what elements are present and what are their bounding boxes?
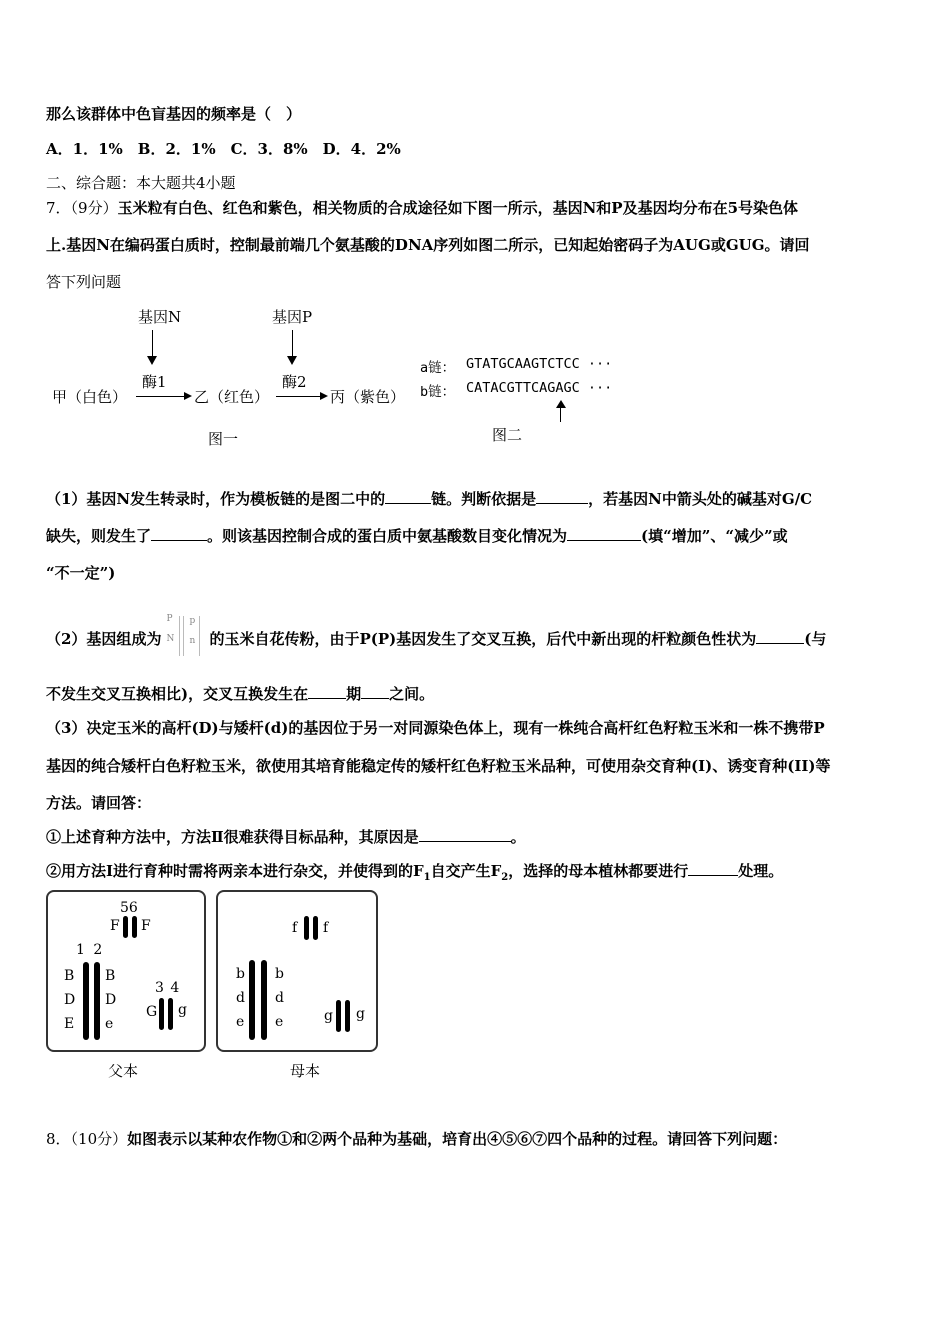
answer-blank[interactable] bbox=[308, 684, 346, 699]
jia-white-label: 甲（白色） bbox=[52, 388, 128, 406]
allele-D: D bbox=[105, 992, 117, 1008]
genotype-image: P N p n bbox=[163, 622, 207, 658]
mother-chromosome-box bbox=[216, 890, 378, 1052]
q7-number: 7． bbox=[46, 199, 71, 217]
chromosome-numbers-12: 1 2 bbox=[76, 942, 105, 958]
p2-text-b: 的玉米自花传粉，由于P(P)基因发生了交叉互换，后代中新出现的杆粒颜色性状为 bbox=[209, 630, 757, 648]
p2-text-d: 不发生交叉互换相比)，交叉互换发生在 bbox=[46, 685, 309, 703]
up-arrow-icon bbox=[556, 400, 566, 408]
p2-text-e: 期 bbox=[346, 685, 362, 703]
answer-blank[interactable] bbox=[536, 489, 588, 504]
answer-blank[interactable] bbox=[567, 526, 641, 541]
allele-B: B bbox=[64, 968, 75, 984]
enzyme-2-label: 酶2 bbox=[282, 373, 307, 391]
p1-text-e: 。则该基因控制合成的蛋白质中氨基酸数目变化情况为 bbox=[207, 527, 568, 545]
p1-text-c: ，若基因N中箭头处的碱基对G/C bbox=[588, 490, 813, 508]
q7-intro-2: 上.基因N在编码蛋白质时，控制最前端几个氨基酸的DNA序列如图二所示，已知起始密码子为AUG或GUG。请回 bbox=[46, 236, 810, 254]
figure-2-dna bbox=[420, 350, 640, 450]
figure-2-caption: 图二 bbox=[492, 426, 523, 444]
chromosome-5 bbox=[123, 916, 128, 938]
answer-blank[interactable] bbox=[688, 861, 738, 876]
p3-sub2-text-a: ②用方法I进行育种时需将两亲本进行杂交，并使得到的F bbox=[46, 862, 424, 880]
father-chromosome-box bbox=[46, 890, 206, 1052]
chromosome-numbers-56: 56 bbox=[120, 900, 138, 916]
allele-e: e bbox=[236, 1014, 245, 1030]
chromosome-4 bbox=[168, 998, 173, 1030]
f2-subscript: 2 bbox=[501, 872, 509, 883]
p2-text-f: 之间。 bbox=[389, 685, 435, 703]
allele-e: e bbox=[105, 1016, 114, 1032]
figure-1-pathway bbox=[46, 300, 426, 450]
allele-f-right: f bbox=[323, 920, 329, 936]
right-arrow-icon bbox=[320, 392, 328, 400]
allele-B: B bbox=[105, 968, 116, 984]
allele-b: b bbox=[236, 966, 245, 982]
enzyme-1-label: 酶1 bbox=[142, 373, 167, 391]
allele-E: E bbox=[64, 1016, 75, 1032]
q7-part3-sub1 bbox=[46, 826, 526, 847]
q7-part1-line1 bbox=[46, 488, 812, 509]
b-strand-sequence: CATACGTTCAGAGC ··· bbox=[466, 380, 613, 396]
allele-F-right: F bbox=[141, 918, 151, 934]
q6-question: 那么该群体中色盲基因的频率是（ ） bbox=[46, 105, 302, 123]
q7-score: （9分） bbox=[70, 199, 118, 217]
bing-purple-label: 丙（紫色） bbox=[330, 388, 406, 406]
chromosome bbox=[261, 960, 267, 1040]
chromosome bbox=[304, 916, 309, 940]
p3-sub2-text-d: 处理。 bbox=[738, 862, 784, 880]
chromosome bbox=[336, 1000, 341, 1032]
allele-g-right: g bbox=[356, 1006, 365, 1022]
q7-intro-3: 答下列问题 bbox=[46, 273, 122, 291]
p1-text-a: （1）基因N发生转录时，作为模板链的是图二中的 bbox=[46, 490, 386, 508]
allele-D: D bbox=[64, 992, 76, 1008]
p2-text-a: （2）基因组成为 bbox=[46, 630, 162, 648]
p1-text-b: 链。判断依据是 bbox=[431, 490, 537, 508]
allele-g: g bbox=[178, 1002, 187, 1018]
yi-red-label: 乙（红色） bbox=[194, 388, 270, 406]
f1-subscript: 1 bbox=[423, 872, 431, 883]
chromosome-numbers-34: 3 4 bbox=[155, 980, 181, 996]
allele-F-left: F bbox=[110, 918, 120, 934]
allele-G: G bbox=[146, 1004, 158, 1020]
p3-sub1-text: ①上述育种方法中，方法Ⅱ很难获得目标品种，其原因是 bbox=[46, 828, 419, 846]
chromosome bbox=[313, 916, 318, 940]
q7-part1-line3: “不一定”) bbox=[46, 564, 116, 582]
q6-options: A．1．1% B．2．1% C．3．8% D．4．2% bbox=[46, 140, 401, 158]
down-arrow-icon bbox=[147, 356, 157, 365]
answer-blank[interactable] bbox=[419, 827, 511, 842]
p3-sub2-text-c: ，选择的母本植林都要进行 bbox=[508, 862, 689, 880]
chromosome bbox=[249, 960, 255, 1040]
right-arrow-icon bbox=[184, 392, 192, 400]
p2-text-c: (与 bbox=[804, 630, 827, 648]
q7-part2-line1 bbox=[46, 614, 827, 658]
allele-b: b bbox=[275, 966, 284, 982]
q7-part3-line2: 基因的纯合矮杆白色籽粒玉米，欲使用其培育能稳定传的矮杆红色籽粒玉米品种，可使用杂交育种(I)、诱变育种(II)等 bbox=[46, 757, 831, 775]
p3-sub2-text-b: 自交产生F bbox=[430, 862, 502, 880]
gene-p-label: 基因P bbox=[272, 308, 313, 326]
a-strand-sequence: GTATGCAAGTCTCC ··· bbox=[466, 356, 613, 372]
allele-g-left: g bbox=[324, 1008, 333, 1024]
section-heading: 二、综合题：本大题共4小题 bbox=[46, 174, 236, 192]
q7-part3-sub2 bbox=[46, 860, 783, 883]
chromosome-1 bbox=[83, 962, 89, 1040]
chromosome-2 bbox=[94, 962, 100, 1040]
q8-line bbox=[46, 1128, 787, 1149]
q7-part2-line2 bbox=[46, 683, 434, 704]
q7-part3-line3: 方法。请回答： bbox=[46, 794, 152, 812]
q8-text: 如图表示以某种农作物①和②两个品种为基础，培育出④⑤⑥⑦四个品种的过程。请回答下列问题： bbox=[127, 1130, 788, 1148]
answer-blank[interactable] bbox=[361, 684, 389, 699]
down-arrow-icon bbox=[287, 356, 297, 365]
q7-intro-line-1 bbox=[46, 197, 798, 218]
figure-1-caption: 图一 bbox=[208, 430, 239, 448]
answer-blank[interactable] bbox=[385, 489, 431, 504]
p1-text-f: (填“增加”、“减少”或 bbox=[641, 527, 788, 545]
gene-n-label: 基因N bbox=[138, 308, 182, 326]
q7-part1-line2 bbox=[46, 525, 788, 546]
chromosome bbox=[345, 1000, 350, 1032]
chromosome-3 bbox=[159, 998, 164, 1030]
allele-d: d bbox=[236, 990, 245, 1006]
a-strand-label: a链： bbox=[420, 360, 456, 376]
p3-sub1-end: 。 bbox=[510, 828, 526, 846]
allele-f-left: f bbox=[292, 920, 298, 936]
b-strand-label: b链： bbox=[420, 384, 456, 400]
chromosome-6 bbox=[132, 916, 137, 938]
q8-score: （10分） bbox=[70, 1130, 128, 1148]
figure-3-chromosomes bbox=[44, 888, 384, 1088]
father-caption: 父本 bbox=[108, 1062, 139, 1080]
allele-d: d bbox=[275, 990, 284, 1006]
allele-e: e bbox=[275, 1014, 284, 1030]
q8-number: 8． bbox=[46, 1130, 71, 1148]
answer-blank[interactable] bbox=[151, 526, 207, 541]
answer-blank[interactable] bbox=[756, 629, 804, 644]
q7-intro-1: 玉米粒有白色、红色和紫色，相关物质的合成途径如下图一所示，基因N和P及基因均分布在5号染色体 bbox=[117, 199, 799, 217]
mother-caption: 母本 bbox=[290, 1062, 321, 1080]
q7-part3-line1: （3）决定玉米的高杆(D)与矮杆(d)的基因位于另一对同源染色体上，现有一株纯合高杆红色籽粒玉米和一株不携带P bbox=[46, 719, 825, 737]
p1-text-d: 缺失，则发生了 bbox=[46, 527, 152, 545]
